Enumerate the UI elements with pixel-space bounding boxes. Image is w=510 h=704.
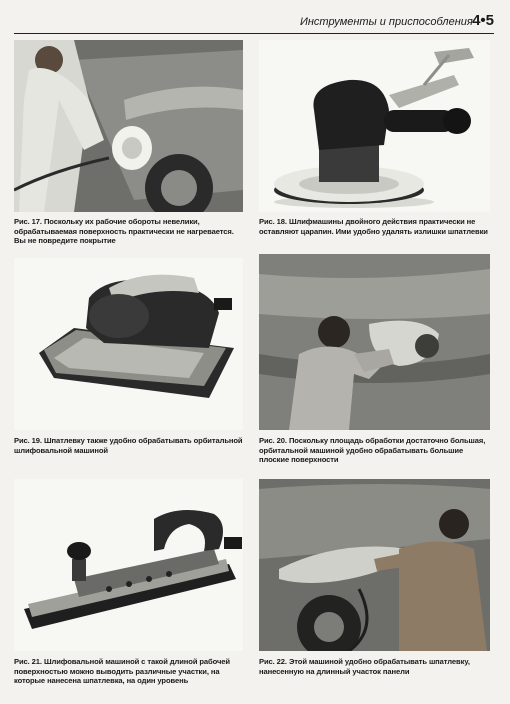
dual-action-sander-image <box>259 40 490 212</box>
worker-sanding-panel-image <box>259 479 490 651</box>
caption-text: Этой машиной удобно обрабатывать шпатлевку, нанесенную на длинный участок панели <box>259 657 470 676</box>
figure-number: Рис. 18. <box>259 217 287 226</box>
caption-text: Поскольку площадь обработки достаточно большая, орбитальной машиной удобно обрабатывать большие плоские поверхности <box>259 436 486 465</box>
figure-20-photo <box>259 254 490 430</box>
caption-text: Поскольку их рабочие обороты невелики, обрабатываемая поверхность практически не нагревается. Вы не повредите покрытие <box>14 217 234 246</box>
figure-18-caption <box>259 217 493 236</box>
figure-number: Рис. 20. <box>259 436 287 445</box>
header-rule <box>14 33 494 34</box>
figure-21-photo <box>14 479 243 651</box>
caption-text: Шпатлевку также удобно обрабатывать орбитальной шлифовальной машиной <box>14 436 243 455</box>
figure-19-caption <box>14 436 246 455</box>
figure-20-caption <box>259 436 493 465</box>
figure-number: Рис. 22. <box>259 657 287 666</box>
caption-text: Шлифмашины двойного действия практически не оставляют царапин. Ими удобно удалять излишки шпатлевки <box>259 217 488 236</box>
long-board-sander-image <box>14 479 243 651</box>
figure-number: Рис. 21. <box>14 657 42 666</box>
figure-number: Рис. 17. <box>14 217 42 226</box>
figure-17-photo <box>14 40 243 212</box>
figure-21-caption <box>14 657 246 686</box>
worker-sanding-door-image <box>259 254 490 430</box>
figure-19-photo <box>14 258 243 430</box>
figure-number: Рис. 19. <box>14 436 42 445</box>
section-title: Инструменты и приспособления <box>300 16 473 28</box>
figure-18-photo <box>259 40 490 212</box>
figure-22-caption <box>259 657 493 676</box>
page-number: 4•5 <box>472 12 494 29</box>
caption-text: Шлифовальной машиной с такой длиной рабочей поверхностью можно выводить различные участки, на которые нанесена шпатлевка, на один уровень <box>14 657 230 686</box>
orbital-sander-image <box>14 258 243 430</box>
figure-17-caption <box>14 217 246 246</box>
worker-polishing-car-image <box>14 40 243 212</box>
figure-22-photo <box>259 479 490 651</box>
page-header <box>300 12 496 32</box>
